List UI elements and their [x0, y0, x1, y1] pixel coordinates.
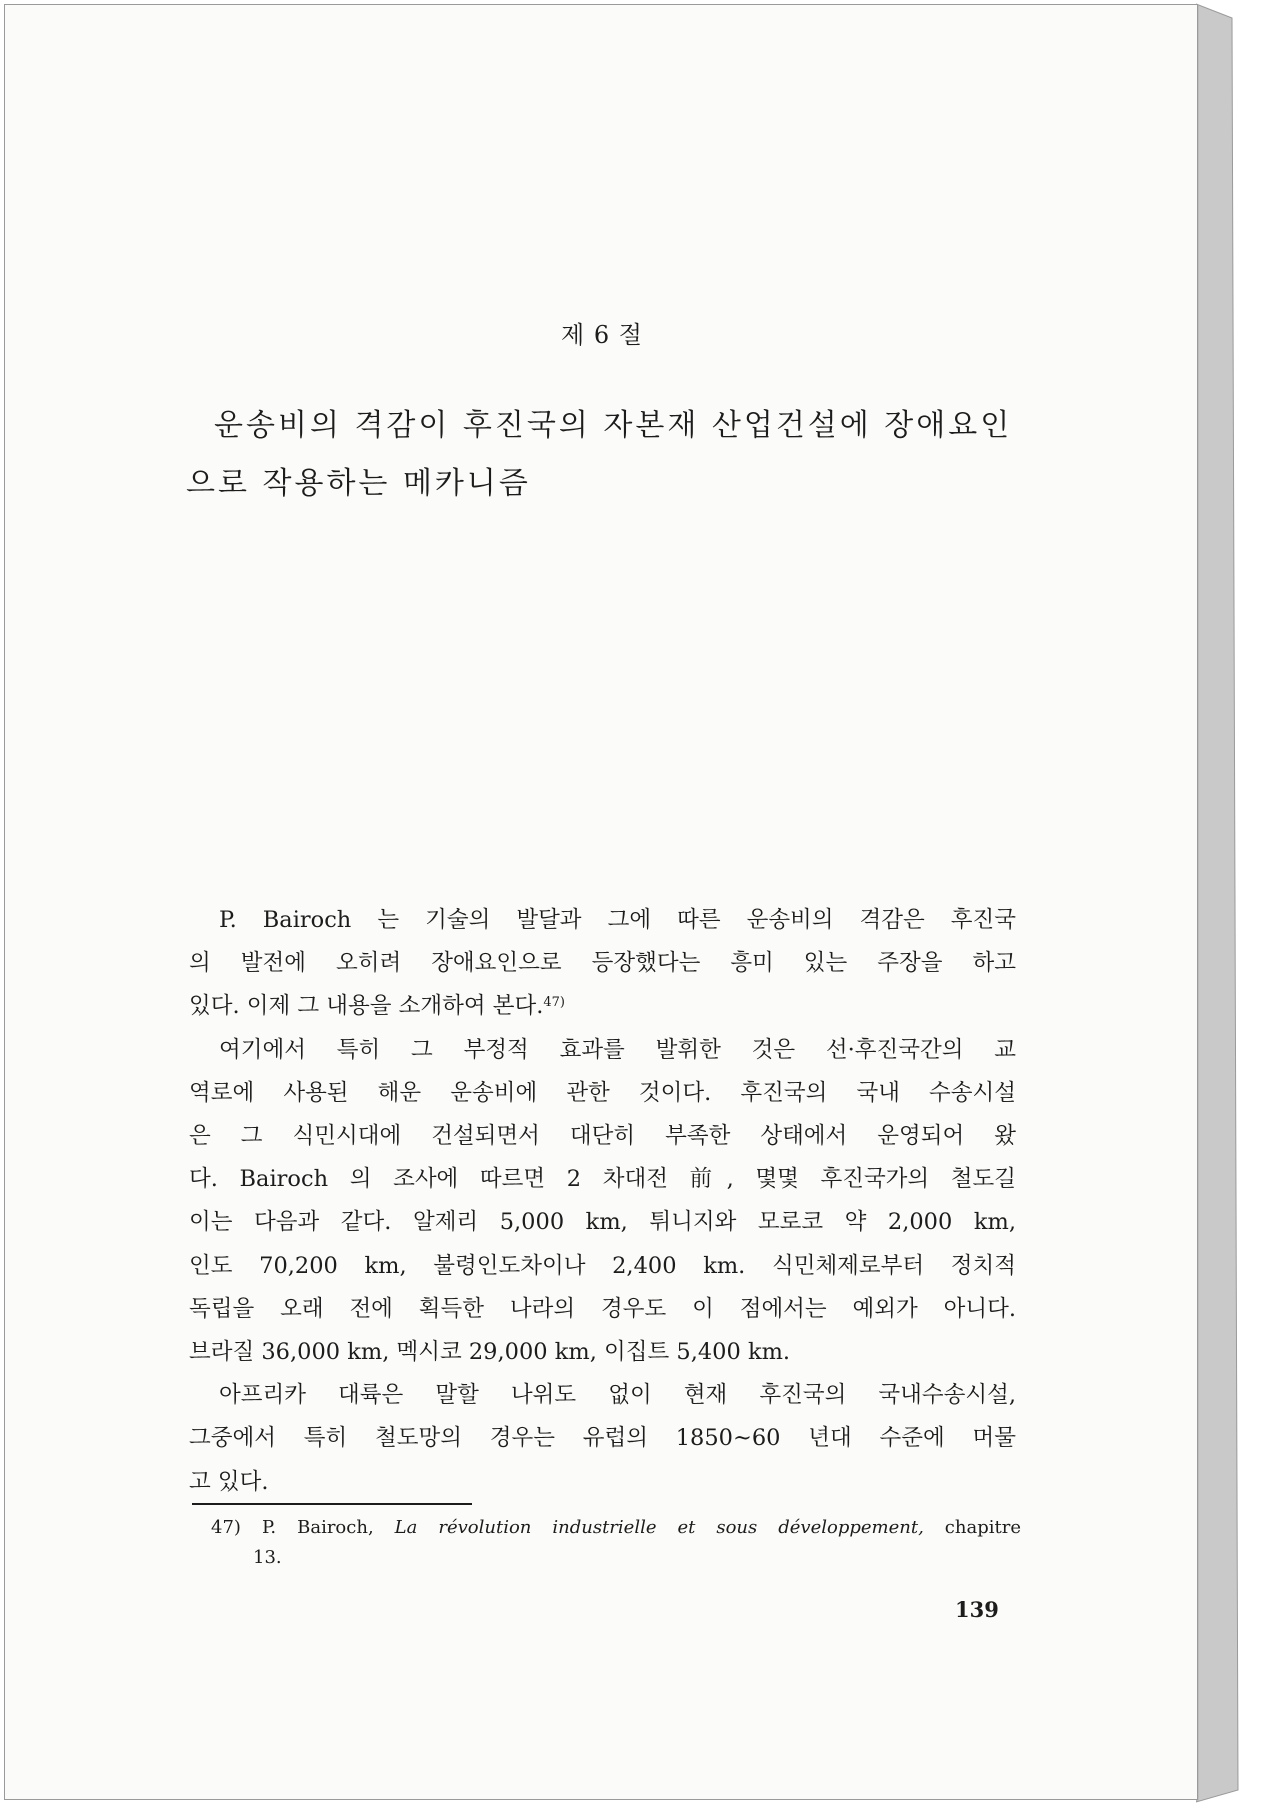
body-line: 아프리카 대륙은 말할 나위도 없이 현재 후진국의 국내수송시설, [219, 1382, 1016, 1409]
book-page [4, 4, 1198, 1800]
footnote-chapter: chapitre [944, 1517, 1021, 1538]
footnote-work-title: La révolution industrielle et sous développement, [394, 1517, 924, 1538]
body-line-text: 있다. 이제 그 내용을 소개하여 본다. [189, 993, 544, 1020]
footnote-continuation: 13. [253, 1547, 282, 1568]
footnote [211, 1513, 1021, 1573]
body-line: P. Bairoch 는 기술의 발달과 그에 따른 운송비의 격감은 후진국 [219, 907, 1016, 933]
body-line: 독립을 오래 전에 획득한 나라의 경우도 이 점에서는 예외가 아니다. [189, 1295, 1016, 1322]
body-line: 이는 다음과 같다. 알제리 5,000 km, 튀니지와 모로코 약 2,000 km, [189, 1209, 1016, 1236]
body-line: 여기에서 특히 그 부정적 효과를 발휘한 것은 선·후진국간의 교 [219, 1036, 1016, 1063]
section-heading: 제 6 절 [561, 321, 643, 349]
body-line: 의 발전에 오히려 장애요인으로 등장했다는 흥미 있는 주장을 하고 [189, 950, 1016, 977]
chapter-title-line: 운송비의 격감이 후진국의 자본재 산업건설에 장애요인 [214, 408, 1013, 443]
body-line: 은 그 식민시대에 건설되면서 대단히 부족한 상태에서 운영되어 왔 [189, 1123, 1016, 1150]
footnote-number: 47) [211, 1517, 241, 1538]
footnote-reference: 47) [543, 995, 565, 1011]
body-line: 인도 70,200 km, 불령인도차이나 2,400 km. 식민체제로부터 정치적 [189, 1252, 1016, 1279]
body-line: 그중에서 특히 철도망의 경우는 유럽의 1850~60 년대 수준에 머물 [189, 1425, 1016, 1452]
body-line [189, 985, 1016, 1028]
chapter-title-line: 으로 작용하는 메카니즘 [186, 466, 531, 501]
chapter-title [186, 397, 1026, 513]
page-number: 139 [955, 1597, 999, 1622]
body-line: 브라질 36,000 km, 멕시코 29,000 km, 이집트 5,400 km. [189, 1339, 791, 1366]
footnote-author: P. Bairoch, [261, 1517, 374, 1538]
body-line: 역로에 사용된 해운 운송비에 관한 것이다. 후진국의 국내 수송시설 [189, 1079, 1016, 1106]
body-line: 고 있다. [189, 1468, 269, 1495]
body-line: 다. Bairoch 의 조사에 따르면 2 차대전 前, 몇몇 후진국가의 철도길 [189, 1166, 1016, 1193]
page-edge-shading [1196, 0, 1276, 1806]
footnote-divider [192, 1503, 472, 1505]
body-text [189, 899, 1016, 1504]
footnote-line [211, 1513, 1021, 1543]
